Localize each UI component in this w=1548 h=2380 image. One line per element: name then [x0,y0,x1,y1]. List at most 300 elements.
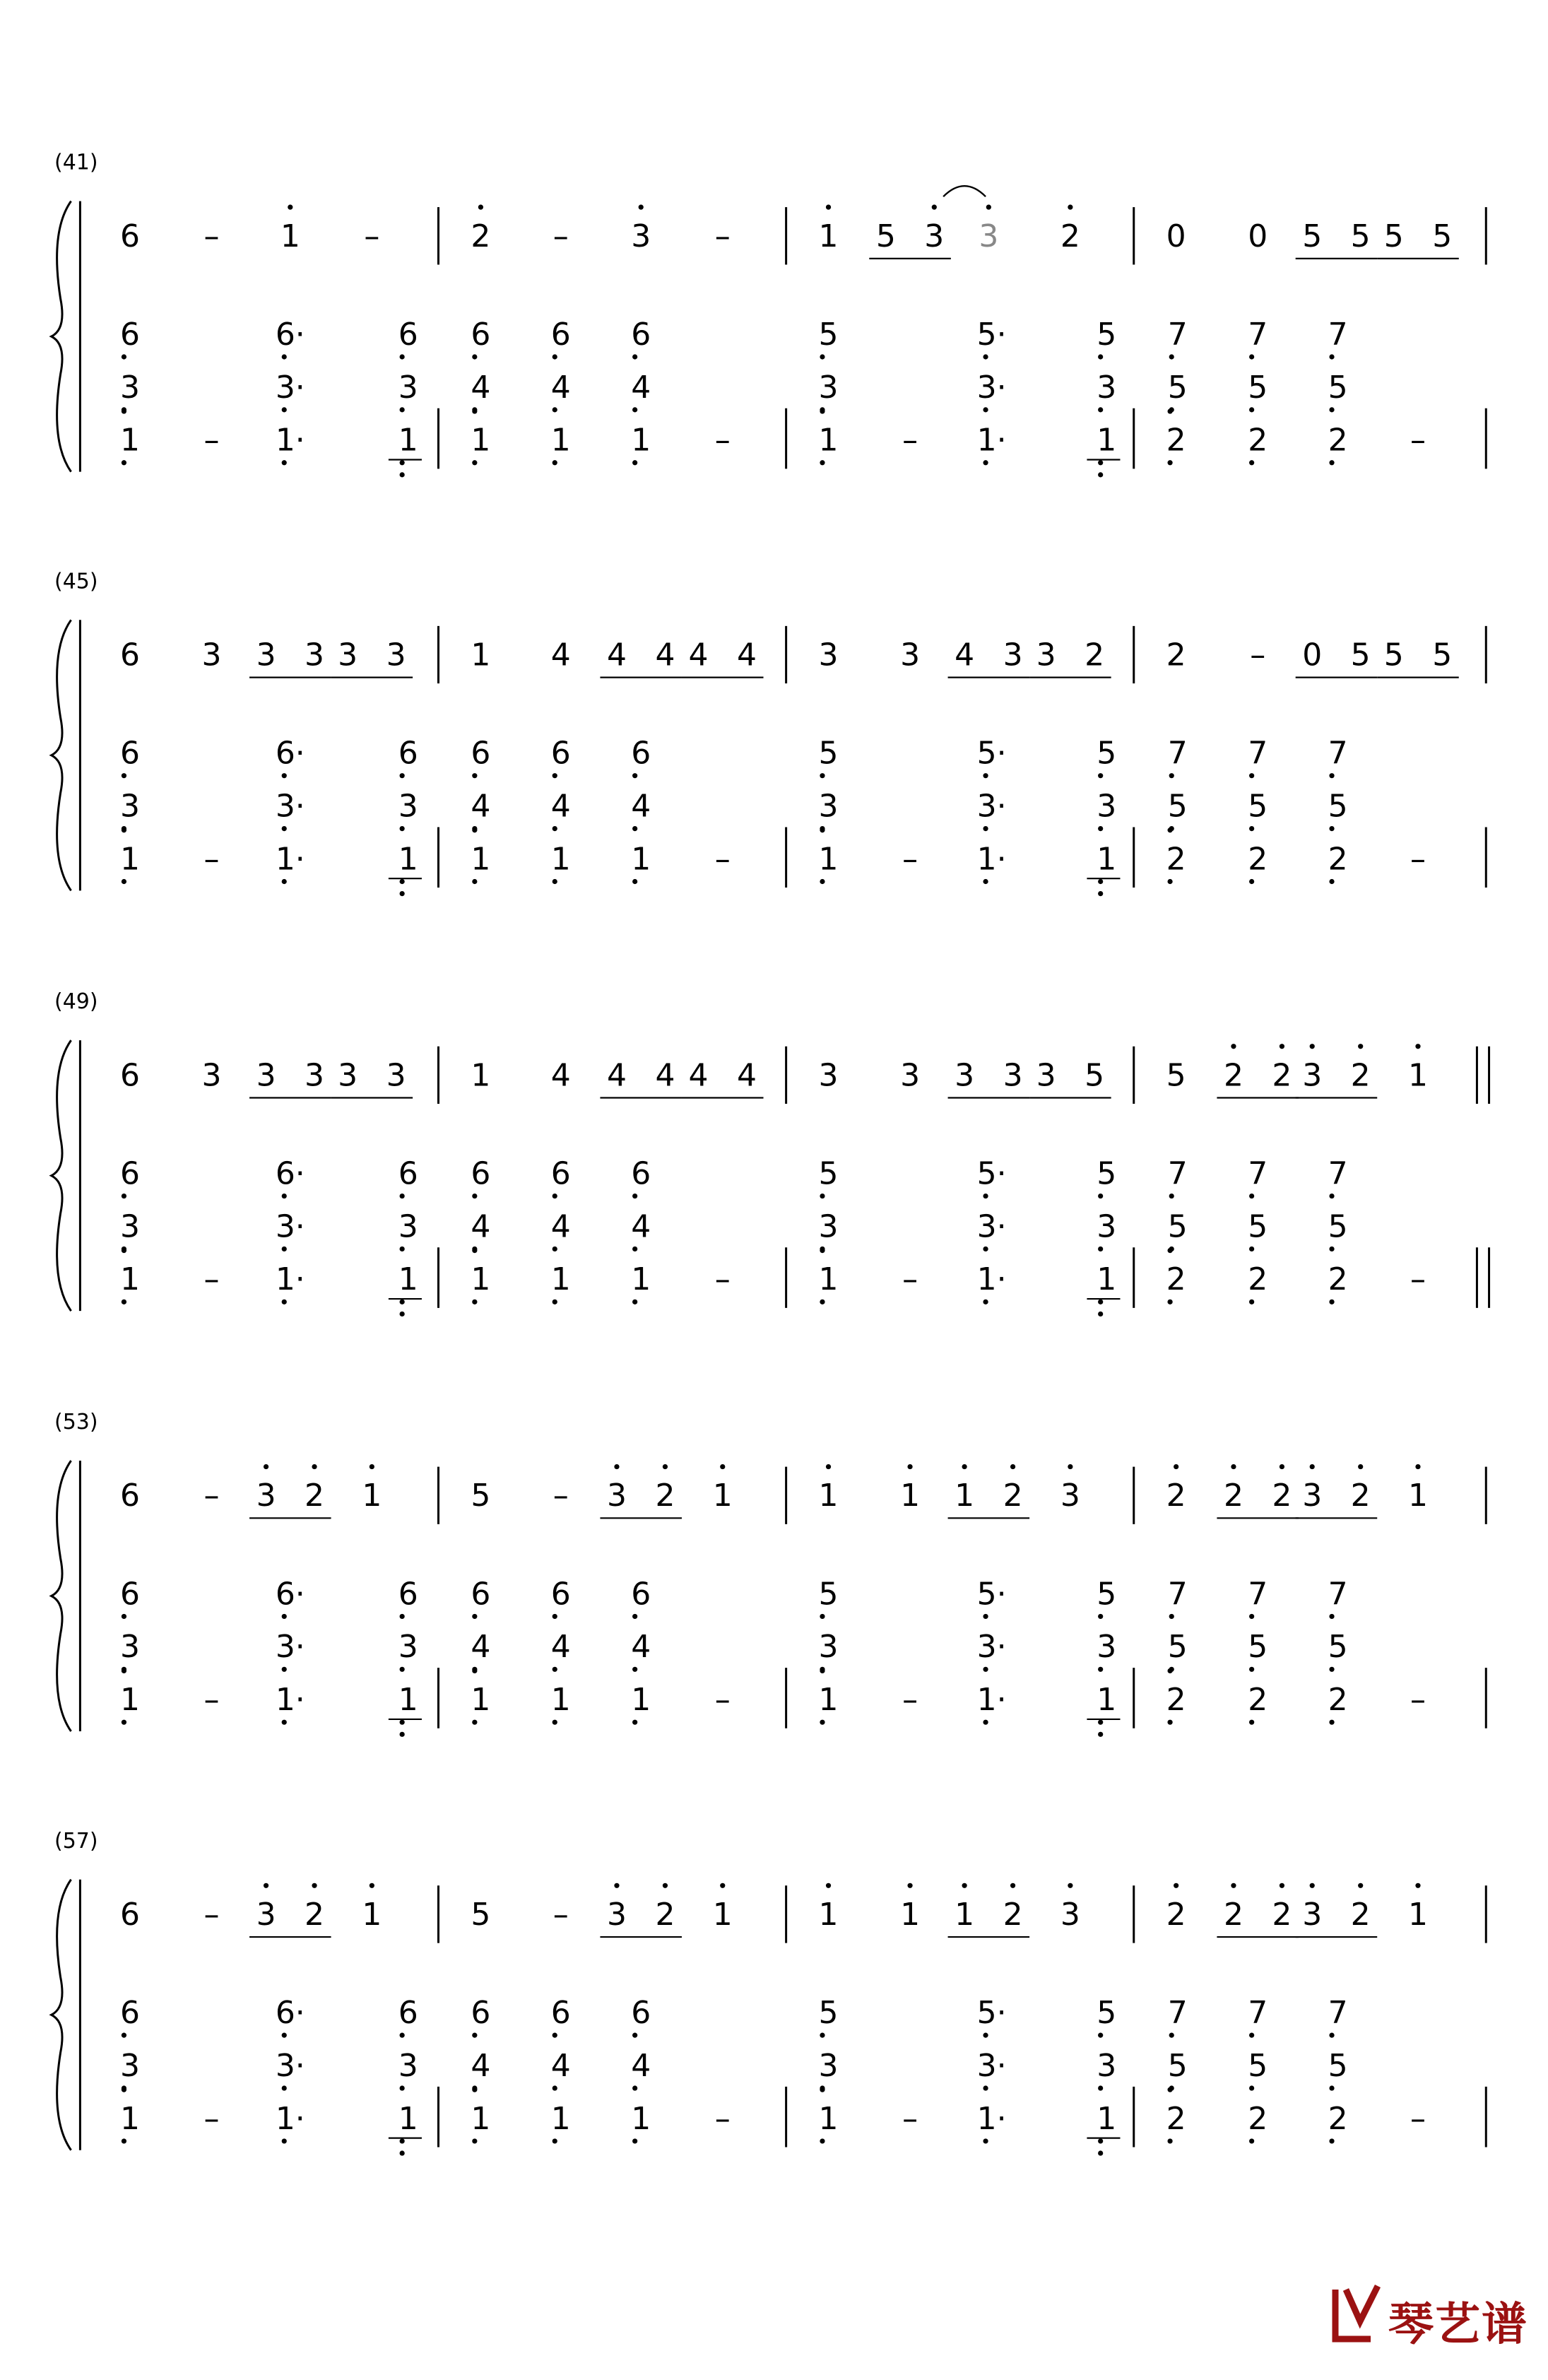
high-octave-dot [962,1464,967,1469]
chord-dot [983,1247,988,1251]
high-octave-dot [370,1464,374,1469]
accompaniment [120,736,1426,897]
chord-dot [820,2087,825,2092]
chord-note-top: 6 [120,1155,141,1192]
chord-note-top: 6· [275,735,305,772]
high-octave-dot [826,1883,831,1888]
low-octave-dot [1167,879,1172,884]
chord-dot [1169,773,1174,778]
chord-note-top: 6 [550,735,571,772]
melody-note: 3 [1036,1057,1056,1094]
low-octave-dot [1329,460,1334,465]
chord-dot [122,773,126,778]
melody-note: 3 [818,637,839,673]
melody-row [120,1883,1428,1937]
chord-dot [1249,2085,1254,2090]
chord-note-top: 6 [631,1995,651,2032]
low-octave-dot [632,1720,637,1725]
chord-dot [472,1194,477,1198]
chord-dot [1098,2033,1103,2038]
melody-note: 3 [256,1896,276,1933]
chord-dot [472,408,477,413]
melody-note: 3 [1302,1057,1323,1094]
bass-note: – [203,422,220,459]
chord-dot [472,1248,477,1253]
chord-dot [122,408,126,413]
bass-note: 1 [818,422,839,459]
melody-note: 0 [1302,637,1323,673]
low-octave-dot [820,879,825,884]
bass-note: 2 [1166,841,1186,878]
chord-note-middle: 4 [550,369,571,406]
melody-note: 2 [305,1896,325,1933]
chord-note-middle: 5 [1167,1208,1188,1245]
chord-note-middle: 4 [471,369,491,406]
chord-note-top: 6 [398,735,418,772]
melody-note: 2 [1350,1896,1371,1933]
high-octave-dot [663,1883,668,1888]
melody-note: 2 [655,1896,675,1933]
chord-dot [553,1194,557,1198]
melody-note: 3 [1060,1896,1080,1933]
chord-note-top: 6 [471,1576,491,1613]
chord-dot [472,1668,477,1673]
high-octave-dot [1358,1044,1363,1049]
chord-dot [820,773,825,778]
watermark-text: 琴艺谱 [1388,2299,1528,2351]
low-octave-dot [1329,1300,1334,1304]
melody-note: 1 [1407,1478,1428,1514]
low-octave-dot [472,460,477,465]
chord-dot [1329,1194,1334,1198]
chord-note-middle: 3 [818,1629,839,1666]
high-octave-dot [962,1883,967,1888]
chord-dot [1249,354,1254,359]
chord-note-middle: 3 [1097,788,1117,825]
chord-dot [1329,1614,1334,1619]
low-octave-dot [1329,1720,1334,1725]
low-octave-dot [983,2138,988,2143]
low-octave-dot [282,879,287,884]
melody-note: – [714,218,731,254]
bass-note: 2 [1166,2100,1186,2137]
bass-note: 2 [1328,841,1348,878]
measure-number: (57) [54,1828,98,1854]
chord-note-middle: 3· [976,2047,1007,2084]
chord-note-middle: 4 [631,1629,651,1666]
melody-note: – [203,1478,220,1514]
low-octave-dot [1098,460,1103,465]
chord-dot [1098,826,1103,831]
melody-note: 5 [1383,637,1404,673]
melody-note: 3 [338,1057,358,1094]
score-system [52,1410,1487,1737]
low-octave-dot [1098,1312,1103,1316]
chord-note-middle: 3· [275,1208,305,1245]
chord-note-middle: 5 [1248,369,1268,406]
chord-note-top: 6· [275,1155,305,1192]
low-octave-dot [1329,879,1334,884]
chord-note-top: 7 [1328,1576,1348,1613]
melody-note: 5 [1350,218,1371,254]
bass-note: 2 [1248,422,1268,459]
accompaniment [120,317,1426,478]
melody-note: 6 [120,218,141,254]
chord-dot [400,1667,405,1672]
chord-dot [553,773,557,778]
high-octave-dot [1068,1883,1073,1888]
chord-note-middle: 4 [631,369,651,406]
chord-dot [553,407,557,412]
chord-dot [1329,407,1334,412]
bass-note: 2 [1328,2100,1348,2137]
chord-note-top: 6· [275,316,305,353]
bass-note: 2 [1248,841,1268,878]
high-octave-dot [1174,1464,1178,1469]
chord-note-top: 7 [1167,1995,1188,2032]
chord-dot [1167,1248,1172,1253]
high-octave-dot [1358,1464,1363,1469]
bass-note: – [714,1682,731,1719]
chord-note-middle: 3 [398,1208,418,1245]
chord-note-top: 6 [631,1576,651,1613]
high-octave-dot [1280,1044,1284,1049]
bass-note: 1 [818,2100,839,2137]
high-octave-dot [1310,1044,1315,1049]
melody-note: 2 [1166,1478,1186,1514]
bass-note: 2 [1166,422,1186,459]
bass-note: – [902,422,918,459]
chord-dot [820,1614,825,1619]
chord-note-middle: 3· [976,1629,1007,1666]
high-octave-dot [1280,1464,1284,1469]
high-octave-dot [986,205,991,210]
melody-note: 2 [1085,637,1105,673]
score-system [52,569,1487,896]
chord-note-top: 7 [1167,735,1188,772]
melody-note: 2 [471,218,491,254]
low-octave-dot [1098,1300,1103,1304]
chord-dot [1249,1194,1254,1198]
chord-dot [1329,773,1334,778]
bass-note: – [902,2100,918,2137]
chord-dot [282,354,287,359]
melody-note: 3 [1003,637,1023,673]
high-octave-dot [1358,1883,1363,1888]
brace [52,1040,71,1311]
bass-note: 2 [1328,422,1348,459]
low-octave-dot [1098,2150,1103,2155]
high-octave-dot [720,1883,725,1888]
chord-dot [472,354,477,359]
bass-note: 1 [471,422,491,459]
bass-note: 1 [550,1682,571,1719]
chord-dot [1169,2033,1174,2038]
high-octave-dot [288,205,293,210]
melody-note: 4 [688,637,709,673]
chord-dot [1249,2033,1254,2038]
chord-dot [632,1194,637,1198]
chord-note-middle: 3 [120,2047,141,2084]
melody-note: 1 [471,637,491,673]
bass-note: 1· [275,2100,305,2137]
bass-note: 1 [818,841,839,878]
chord-dot [1249,1614,1254,1619]
measure-number: (41) [54,150,98,175]
chord-dot [983,1667,988,1672]
chord-note-top: 6· [275,1576,305,1613]
chord-dot [1329,2033,1334,2038]
chord-note-middle: 3 [818,369,839,406]
chord-note-middle: 3 [1097,1208,1117,1245]
high-octave-dot [720,1464,725,1469]
bass-note: 1 [631,1682,651,1719]
chord-dot [1249,826,1254,831]
chord-dot [553,1247,557,1251]
chord-dot [820,1248,825,1253]
bass-note: 1 [550,1261,571,1298]
bass-note: 1 [550,2100,571,2137]
high-octave-dot [907,1883,912,1888]
chord-dot [632,354,637,359]
melody-note: 3 [1060,1478,1080,1514]
chord-note-top: 6 [550,1576,571,1613]
low-octave-dot [983,1720,988,1725]
high-octave-dot [1231,1044,1236,1049]
chord-dot [632,1247,637,1251]
bass-note: 2 [1166,1261,1186,1298]
chord-note-middle: 3· [976,788,1007,825]
melody-note: 4 [655,637,675,673]
chord-note-middle: 3 [818,1208,839,1245]
low-octave-dot [400,2138,405,2143]
high-octave-dot [826,1464,831,1469]
chord-note-top: 6 [550,1995,571,2032]
chord-note-middle: 3 [1097,369,1117,406]
chord-dot [553,354,557,359]
chord-dot [282,2085,287,2090]
chord-dot [632,2033,637,2038]
low-octave-dot [632,879,637,884]
melody-note: 2 [1272,1896,1292,1933]
melody-note: 2 [655,1478,675,1514]
low-octave-dot [472,879,477,884]
melody-note: 3 [256,1057,276,1094]
low-octave-dot [820,460,825,465]
chord-note-middle: 3· [976,369,1007,406]
chord-note-top: 6 [398,316,418,353]
low-octave-dot [400,891,405,896]
melody-note: 3 [606,1478,627,1514]
low-octave-dot [1249,460,1254,465]
chord-dot [632,773,637,778]
chord-note-top: 6 [120,735,141,772]
melody-note: 1 [900,1478,921,1514]
chord-dot [1169,1194,1174,1198]
low-octave-dot [1167,460,1172,465]
low-octave-dot [122,1720,126,1725]
chord-note-middle: 5 [1167,2047,1188,2084]
chord-note-middle: 5 [1328,369,1348,406]
bass-note: – [203,841,220,878]
melody-note: 3 [955,1057,975,1094]
melody-note: 3 [818,1057,839,1094]
melody-note: – [203,218,220,254]
bass-note: 1 [631,841,651,878]
chord-dot [472,1614,477,1619]
chord-dot [632,2085,637,2090]
chord-dot [1167,2087,1172,2092]
chord-note-middle: 4 [631,788,651,825]
bass-note: – [714,1261,731,1298]
melody-row [120,637,1459,677]
melody-note: 0 [1248,218,1268,254]
score-system [52,151,1487,478]
melody-note: 1 [900,1896,921,1933]
low-octave-dot [820,1720,825,1725]
chord-dot [1169,354,1174,359]
chord-note-middle: 3· [275,2047,305,2084]
chord-note-middle: 3· [275,1629,305,1666]
chord-dot [282,1194,287,1198]
chord-dot [282,826,287,831]
melody-note: 5 [1350,637,1371,673]
chord-dot [1329,1247,1334,1251]
low-octave-dot [282,1720,287,1725]
chord-note-middle: 5 [1167,788,1188,825]
high-octave-dot [264,1883,268,1888]
low-octave-dot [400,460,405,465]
melody-note: 2 [1350,1057,1371,1094]
chord-dot [1169,1614,1174,1619]
high-octave-dot [264,1464,268,1469]
low-octave-dot [983,460,988,465]
high-octave-dot [1231,1883,1236,1888]
chord-dot [1167,827,1172,832]
chord-note-middle: 3 [120,1629,141,1666]
melody-note: 1 [362,1896,382,1933]
chord-note-middle: 4 [550,2047,571,2084]
chord-dot [983,773,988,778]
measure-number: (53) [54,1410,98,1435]
chord-dot [472,773,477,778]
low-octave-dot [553,1720,557,1725]
low-octave-dot [983,1300,988,1304]
bass-note: – [714,422,731,459]
melody-note: 3 [386,1057,406,1094]
chord-dot [820,354,825,359]
chord-note-top: 5 [1097,1155,1117,1192]
bass-note: 1· [976,1682,1007,1719]
chord-note-top: 5· [976,1576,1007,1613]
melody-row [120,205,1459,259]
chord-note-middle: 4 [471,1208,491,1245]
low-octave-dot [1098,879,1103,884]
chord-dot [1329,1667,1334,1672]
chord-dot [472,2087,477,2092]
bass-note: 1 [818,1261,839,1298]
melody-note: – [1250,637,1266,673]
chord-note-middle: 3 [120,1208,141,1245]
chord-note-top: 6 [631,735,651,772]
bass-note: – [714,841,731,878]
chord-note-middle: 5 [1248,2047,1268,2084]
chord-note-top: 7 [1167,1155,1188,1192]
brace [52,620,71,890]
high-octave-dot [1068,1464,1073,1469]
low-octave-dot [632,1300,637,1304]
chord-dot [400,2085,405,2090]
chord-dot [1249,1247,1254,1251]
melody-note: 6 [120,1478,141,1514]
chord-note-top: 6 [471,1155,491,1192]
bass-note: 1 [1097,2100,1117,2137]
chord-dot [983,407,988,412]
bass-note: 1 [398,1261,418,1298]
bass-note: – [714,2100,731,2137]
low-octave-dot [400,1732,405,1737]
chord-note-middle: 3· [976,1208,1007,1245]
melody-note: 6 [120,637,141,673]
melody-note: 5 [471,1478,491,1514]
chord-note-middle: 5 [1328,788,1348,825]
low-octave-dot [1249,2138,1254,2143]
chord-dot [1329,354,1334,359]
chord-note-middle: 5 [1167,369,1188,406]
melody-note: 2 [1272,1478,1292,1514]
melody-note: 1 [955,1478,975,1514]
chord-note-middle: 5 [1328,1208,1348,1245]
melody-note: 5 [1302,218,1323,254]
measure-number: (45) [54,569,98,594]
chord-dot [400,2033,405,2038]
chord-note-middle: 5 [1328,2047,1348,2084]
melody-note: 2 [1166,637,1186,673]
chord-dot [632,407,637,412]
low-octave-dot [1098,1732,1103,1737]
chord-note-top: 6 [471,1995,491,2032]
low-octave-dot [400,879,405,884]
melody-note: 3 [924,218,945,254]
low-octave-dot [400,1300,405,1304]
melody-note: 1 [471,1057,491,1094]
chord-dot [400,1194,405,1198]
bass-note: 2 [1166,1682,1186,1719]
chord-note-middle: 3 [398,1629,418,1666]
melody-note: 6 [120,1057,141,1094]
chord-note-top: 6 [398,1995,418,2032]
chord-dot [282,2033,287,2038]
melody-note: 1 [712,1896,733,1933]
melody-note: 3 [305,1057,325,1094]
bass-note: – [902,1682,918,1719]
low-octave-dot [632,460,637,465]
bass-note: 1 [631,422,651,459]
chord-note-top: 5· [976,735,1007,772]
chord-dot [1098,354,1103,359]
low-octave-dot [400,1312,405,1316]
chord-note-top: 6 [120,1576,141,1613]
melody-note: 4 [688,1057,709,1094]
chord-dot [282,407,287,412]
chord-note-middle: 3 [120,369,141,406]
chord-note-top: 6 [398,1155,418,1192]
bass-note: 1· [976,2100,1007,2137]
bass-note: 1 [471,2100,491,2137]
tie-arc [943,186,986,196]
chord-note-top: 6 [631,1155,651,1192]
bass-note: 1· [275,422,305,459]
